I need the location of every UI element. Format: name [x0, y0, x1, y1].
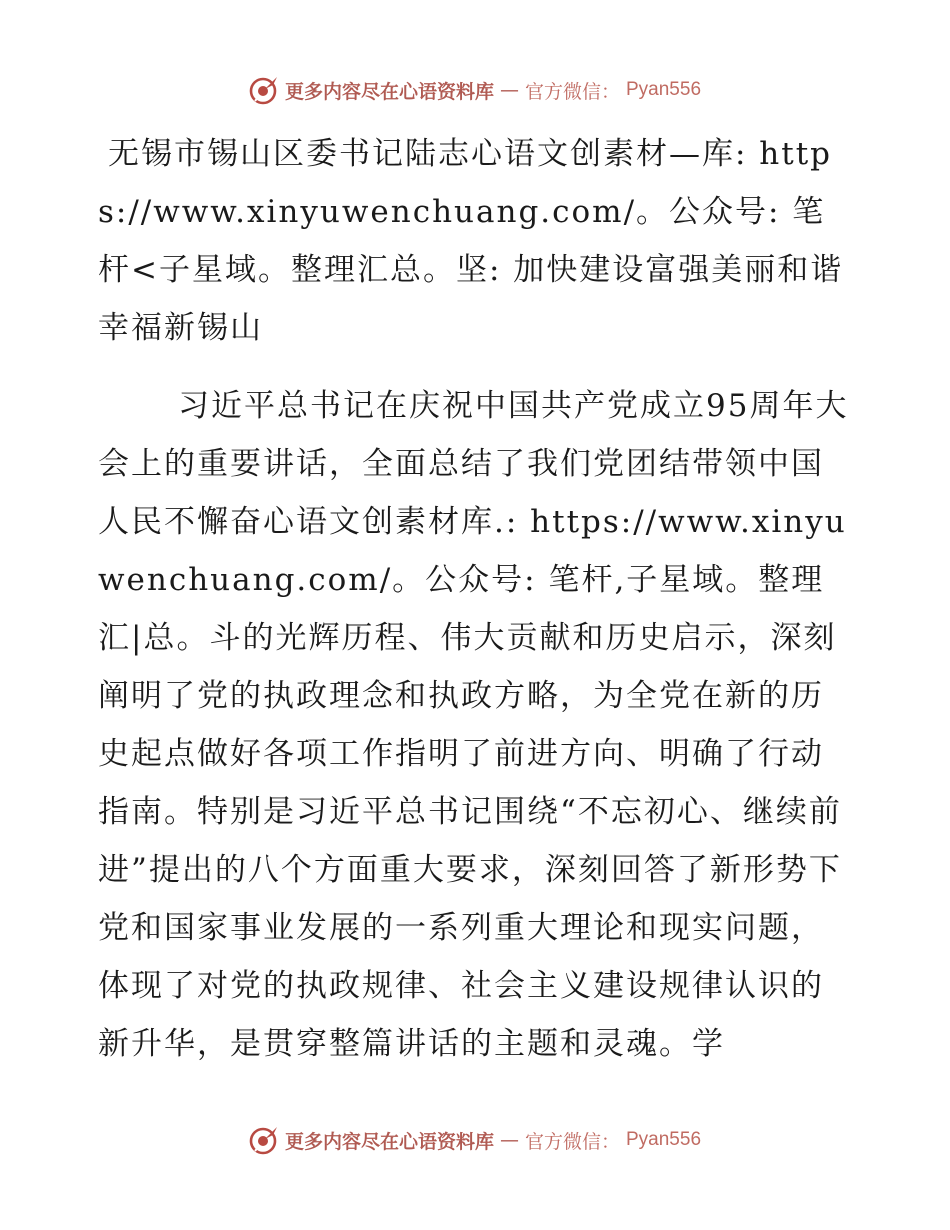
banner-brand-text: 更多内容尽在心语资料库 [284, 80, 494, 103]
article-body-paragraph: 习近平总书记在庆祝中国共产党成立95周年大会上的重要讲话，全面总结了我们党团结带领中国人民不懈奋心语文创素材库.: https://www.xinyuwenchuang.com/。公众号: 笔杆,子星域。整理汇|总。斗的光辉历程、伟大贡献和历史启示，深刻阐明了党的执政理念和执政方略，为全党在新的历史起点做好各项工作指明了前进方向、明确了行动指南。特别是习近平总书记围绕“不忘初心、继续前进”提出的八个方面重大要求，深刻回答了新形势下党和国家事业发展的一系列重大理论和现实问题，体现了对党的执政规律、社会主义建设规律认识的新升华，是贯穿整篇讲话的主题和灵魂。学 [98, 388, 849, 1062]
banner-official-label: 官方微信： [524, 1130, 620, 1153]
footer-banner [0, 1122, 950, 1158]
banner-wechat-id: Pyan556 [626, 79, 702, 100]
banner-wechat-id: Pyan556 [626, 1129, 702, 1150]
quill-pen-circle-icon [249, 1125, 279, 1155]
quill-pen-circle-icon [249, 75, 279, 105]
header-banner [0, 72, 950, 108]
article-body [98, 125, 850, 1073]
article-title-paragraph: 无锡市锡山区委书记陆志心语文创素材—库: https://www.xinyuwenchuang.com/。公众号: 笔杆<子星域。整理汇总。坚: 加快建设富强美丽和谐幸福新锡山 [98, 136, 844, 346]
banner-separator: — [499, 79, 519, 101]
banner-brand-text: 更多内容尽在心语资料库 [284, 1130, 494, 1153]
banner-official-label: 官方微信： [524, 80, 620, 103]
banner-separator: — [499, 1129, 519, 1151]
